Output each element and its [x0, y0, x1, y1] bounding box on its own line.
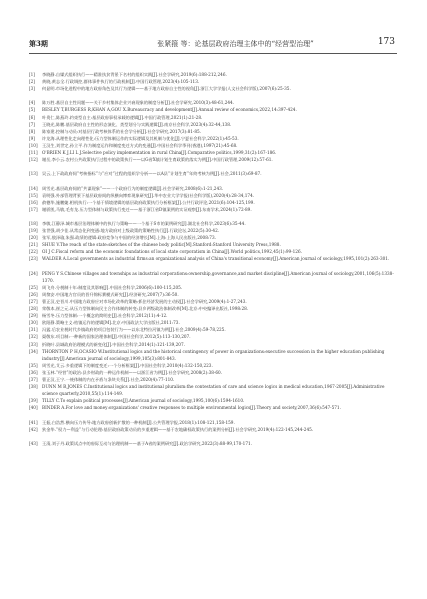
reference-item	[29, 362, 399, 369]
reference-text: 俞德华,施鹏婕.相机执行:一个基于情境逻辑的基层政府政策执行分析框架[J].公共行政评论,2021(6):104-125,199.	[42, 199, 255, 205]
reference-text: 叶贵仁,陈燕玲.约束型自主:基层政府事权承载的逻辑[J].中国行政管理,2021(1):21-28.	[42, 114, 203, 120]
reference-text: 欧阳静.策略主义:桔镇运作的逻辑[M].北京:中国政法大学出版社,2011:73.	[42, 320, 180, 326]
reference-text: BESLEY T,BURGESS R,KHAN A,GOU X.Bureaucracy and development[J].Annual review of economics,2022,14:397-424.	[42, 107, 297, 113]
reference-text: 李晓静.自媒式组织执行——精准扶贫背景下名村的组织实践[J].社会学研究,2019(6):188-212,246.	[42, 72, 227, 77]
reference-number: [12]	[29, 157, 38, 163]
reference-item	[29, 220, 399, 227]
reference-item	[29, 255, 399, 269]
reference-text: WALDER A.Local governments as industrial firms:an organizational analysis of China's transitional economy[J].American journal of sociology,1995,101(2):263-301.	[42, 256, 390, 262]
reference-item	[29, 404, 399, 418]
reference-item	[29, 106, 399, 113]
reference-item	[29, 298, 399, 305]
reference-number: [13]	[29, 171, 38, 177]
reference-number: [25]	[29, 284, 38, 290]
reference-number: [27]	[29, 299, 38, 304]
reference-item	[29, 128, 399, 135]
reference-text: 陈万胜.基层自主性问题——关于乡村集体企业兴衰现象的制度分析[J].社会学研究,2010(3):48-61,244.	[42, 100, 235, 106]
reference-text: 周雪光,艾云.多重逻辑下的制度变迁:一个分析框架[J].中国社会科学,2010(4):132-150,223.	[42, 362, 213, 368]
reference-text: 折晓叶.县域政府治理模式的新变化[J].中国社会科学,2014(1):121-139,207.	[42, 341, 185, 347]
reference-text: 李敏,江静泽.城市基层治理体制中的执行与策略——一个基于S市的案例研究[J].湖北社会科学,2023(6):35-44.	[42, 220, 246, 226]
reference-number: [41]	[29, 419, 38, 425]
reference-item	[29, 156, 399, 170]
reference-item	[29, 135, 399, 142]
reference-number: [9]	[29, 135, 35, 141]
running-title: 张紧箍 等：论基层政府治理主体中的“经营型治理”	[157, 40, 314, 48]
reference-text: 张军,敖泽瑜,朱强.政绩的逻辑:政府竞争与中国的经济增长[M].上海:上海人民出版社,2008:73.	[42, 235, 216, 241]
reference-item	[29, 78, 399, 85]
reference-text: 何显明.市场化进程中的地方政府角色及其行为逻辑——基于地方政府自主性的视角[J].浙江大学学报(人文社会科学版),2007(6):25-35.	[42, 86, 291, 92]
reference-item	[29, 99, 399, 106]
reference-number: [20]	[29, 235, 38, 241]
reference-item	[29, 383, 399, 397]
reference-number: [3]	[29, 86, 35, 92]
reference-number: [28]	[29, 306, 38, 312]
reference-number: [14]	[29, 185, 38, 191]
reference-number: [30]	[29, 320, 38, 326]
reference-item	[29, 248, 399, 255]
reference-item	[29, 199, 399, 206]
reference-item	[29, 284, 399, 291]
reference-number: [35]	[29, 362, 38, 368]
reference-item	[29, 185, 399, 192]
reference-text: 黄晓,黄志全.行政调控,群体事件执行的行政机制[J].中国行政管理,2023(4):105-113.	[42, 79, 200, 85]
reference-text: 袁明强.外部管理背景下基层政府间的纵横向博弈现象研究[J].华中农业大学学报(社会科学版),2020(4):28-34,174.	[42, 192, 255, 198]
reference-number: [16]	[29, 199, 38, 205]
reference-item	[29, 348, 399, 362]
reference-text: 周飞舟.分税制十年:制度及其影响[J].中国社会科学,2006(6):100-115,205.	[42, 284, 183, 290]
reference-number: [15]	[29, 192, 38, 198]
reference-number: [38]	[29, 384, 38, 390]
reference-item	[29, 419, 399, 426]
reference-number: [21]	[29, 242, 38, 248]
reference-item	[29, 149, 399, 156]
reference-item	[29, 85, 399, 99]
reference-item	[29, 142, 399, 149]
reference-number: [22]	[29, 249, 38, 255]
reference-text: DUNN M B,JONES C.Institutional logics and institutional pluralism:the contestation of care and science logics in medical education,1967-2005[J].Administrative science quarterly,2010,55(1):114-149.	[42, 384, 385, 397]
reference-item	[29, 227, 399, 234]
reference-item	[29, 206, 399, 220]
reference-text: 曹正汉,王宁.一统体制的内在矛盾与条块关系[J].社会,2020(4):77-110.	[42, 377, 175, 383]
reference-text: 王晓光,陈鹏.基层政府自主性的形态演化、类型划分与实践逻辑[J].南京社会科学,2023(4):32-44,138.	[42, 121, 232, 127]
reference-item	[29, 114, 399, 121]
reference-text: 周黎安.中国地方官员的晋升锦标赛模式研究[J].经济研究,2007(7):36-50.	[42, 291, 179, 297]
reference-number: [8]	[29, 128, 35, 134]
reference-number: [26]	[29, 291, 38, 297]
reference-item	[29, 71, 399, 78]
reference-item	[29, 241, 399, 248]
reference-number: [19]	[29, 228, 38, 234]
reference-item	[29, 426, 399, 440]
reference-number: [18]	[29, 220, 38, 226]
reference-text: OI J C.Fiscal reform and the economic foundations of local state corporatism in China[J].World politics,1992,45(1):99-126.	[42, 249, 302, 255]
reference-number: [39]	[29, 398, 38, 404]
reference-text: 狄金华.“权力—利益”与行动伦理:基层政府政策动员的多重逻辑——基于农地确权政策执行的案例分析[J].社会学研究,2019(4):122-145,244-245.	[42, 426, 314, 432]
reference-number: [23]	[29, 256, 38, 262]
reference-number: [4]	[29, 100, 35, 106]
reference-item	[29, 121, 399, 128]
reference-number: [37]	[29, 377, 38, 383]
reference-text: 荣敬本,崔之元.从压力型体制向民主合作体制的转变:县乡两级政治体制改革[M].北京:中央编译出版社,1998:28.	[42, 306, 249, 312]
reference-text: PENG Y S.Chinese villages and townships as industrial corporations:ownership,governance,and market discipline[J].American journal of sociology,2001,106(5):1338-1370.	[42, 270, 394, 283]
running-header	[29, 39, 397, 54]
reference-item	[29, 312, 399, 319]
reference-number: [29]	[29, 313, 38, 319]
reference-number: [40]	[29, 405, 38, 411]
reference-number: [42]	[29, 426, 38, 432]
reference-item	[29, 234, 399, 241]
reference-number: [32]	[29, 334, 38, 340]
reference-text: 渠敬东.项目制:一种新的国家治理体制[J].中国社会科学,2012(5):113-130,207.	[42, 334, 191, 340]
reference-item	[29, 369, 399, 376]
reference-number: [2]	[29, 79, 35, 85]
reference-text: 张玉林.“经营”的政治:县乡财政的一种运作机制——以浙江省为例[J].社会学研究,2008(2):38-60.	[42, 369, 223, 375]
reference-number: [7]	[29, 121, 35, 127]
reference-number: [33]	[29, 341, 38, 347]
reference-text: 许龙海.从理性化走向理性化:压力型体制运作的实际逻辑及其机制与优化[J].宁夏社会科学,2022(1):45-53.	[42, 135, 239, 141]
reference-number: [1]	[29, 72, 35, 77]
reference-text: 冯猛.后农业税时代乡镇政府的项目包装行为——以东北特拉河镇为例[J].社会,2009(4):59-78,225.	[42, 327, 226, 333]
reference-item	[29, 192, 399, 199]
reference-item	[29, 305, 399, 312]
reference-list	[29, 71, 399, 447]
reference-item	[29, 326, 399, 333]
reference-item	[29, 397, 399, 404]
reference-item	[29, 341, 399, 348]
reference-number: [5]	[29, 107, 35, 113]
reference-text: THORNTON P H,OCASIO W.Institutional logics and the historical contingency of power in organizations:executive succession in the higher education publishing industry[J].American journal of sociology,1999,105(3):801-843.	[42, 348, 385, 361]
reference-text: 谢岳,李小云.农村公共政策执行过程中的政策执行——以G省X镇计划生育政策的落实为例[J].中国行政管理,2009(12):57-61.	[42, 157, 273, 163]
reference-number: [34]	[29, 348, 38, 354]
reference-number: [36]	[29, 369, 38, 375]
reference-number: [17]	[29, 206, 38, 212]
reference-item	[29, 319, 399, 326]
reference-number: [6]	[29, 114, 35, 120]
reference-text: 王清,刘子丹.政策试点中的府际互动与治理机制——基于A省的案例研究[J].政治学研究,2022(3):88-99,170-171.	[42, 440, 252, 446]
reference-item	[29, 376, 399, 383]
reference-item	[29, 170, 399, 184]
reference-number: [10]	[29, 142, 38, 148]
page-number: 173	[377, 37, 395, 47]
reference-text: SHUE V.The reach of the state:sketches of the chinese body politic[M].Stanford:Stanford University Press,1988.	[42, 242, 281, 248]
reference-text: O'BRIEN K J,LI L J.Selective policy implementation in rural China[J].Comparative politics,1999,31(2):167-186.	[42, 150, 277, 156]
reference-text: TILLY C.To explain political processes[J].American journal of sociology,1995,100(6):1594-1610.	[42, 398, 245, 404]
reference-number: [43]	[29, 440, 38, 446]
reference-text: 王汉生,刘世定,孙立平.作为制度运作和制度变迁方式的变通[J].中国社会科学季刊(香港),1997(21):45-68.	[42, 142, 238, 148]
reference-text: 张世强,胡少佳.从常态化到变通:地方政府对上级政策的策略性执行[J].行政论坛,2022(5):30-42.	[42, 228, 220, 234]
reference-text: 杨雪冬.压力型体制:一个概念的简明史[J].社会科学,2012(11):4-12.	[42, 313, 168, 319]
reference-number: [31]	[29, 327, 38, 333]
reference-text: 谢骄凯,马敏,毛有龙.压力型体制与政策执行变迁——基于浙江省D镇案例的实证观察[J].东南学术,2024(1):72-89.	[42, 206, 252, 212]
reference-text: 吴云,上下政政府间“考核指标”与“应对”过程的组织学分析——以A县“计划生育”年终考核为例[J].社会,2011(3):69-87.	[42, 171, 262, 177]
reference-text: 王振,白浩然.横向压力传导:地方政府创新扩散的一种机制[J].公共管理学报,2018(1):108-121,158-159.	[42, 419, 235, 425]
reference-item	[29, 291, 399, 298]
issue-label: 第3期	[29, 39, 48, 48]
reference-item	[29, 270, 399, 284]
reference-number: [24]	[29, 270, 38, 276]
reference-number: [11]	[29, 150, 38, 156]
reference-item	[29, 440, 399, 447]
reference-text: 周雪光.基层政府间的“共谋现象”——一个政府行为的制度逻辑[J].社会学研究,2008(6):1-21,243.	[42, 185, 224, 191]
reference-text: BINDER A.For love and money:organizations' creative responses to multiple environmental logics[J].Theory and society,2007,36(6):547-571.	[42, 405, 341, 411]
reference-text: 陈家建.控制与动员:对基层行政考核体系的社会学分析[J].社会学研究,2017(3):81-85.	[42, 128, 202, 134]
reference-text: 曹正汉,史晋川.中国地方政府应对市场化改革的策略:抓住经济发展的主动权[J].社会学研究,2009(4):1-27,243.	[42, 299, 247, 304]
reference-item	[29, 333, 399, 340]
